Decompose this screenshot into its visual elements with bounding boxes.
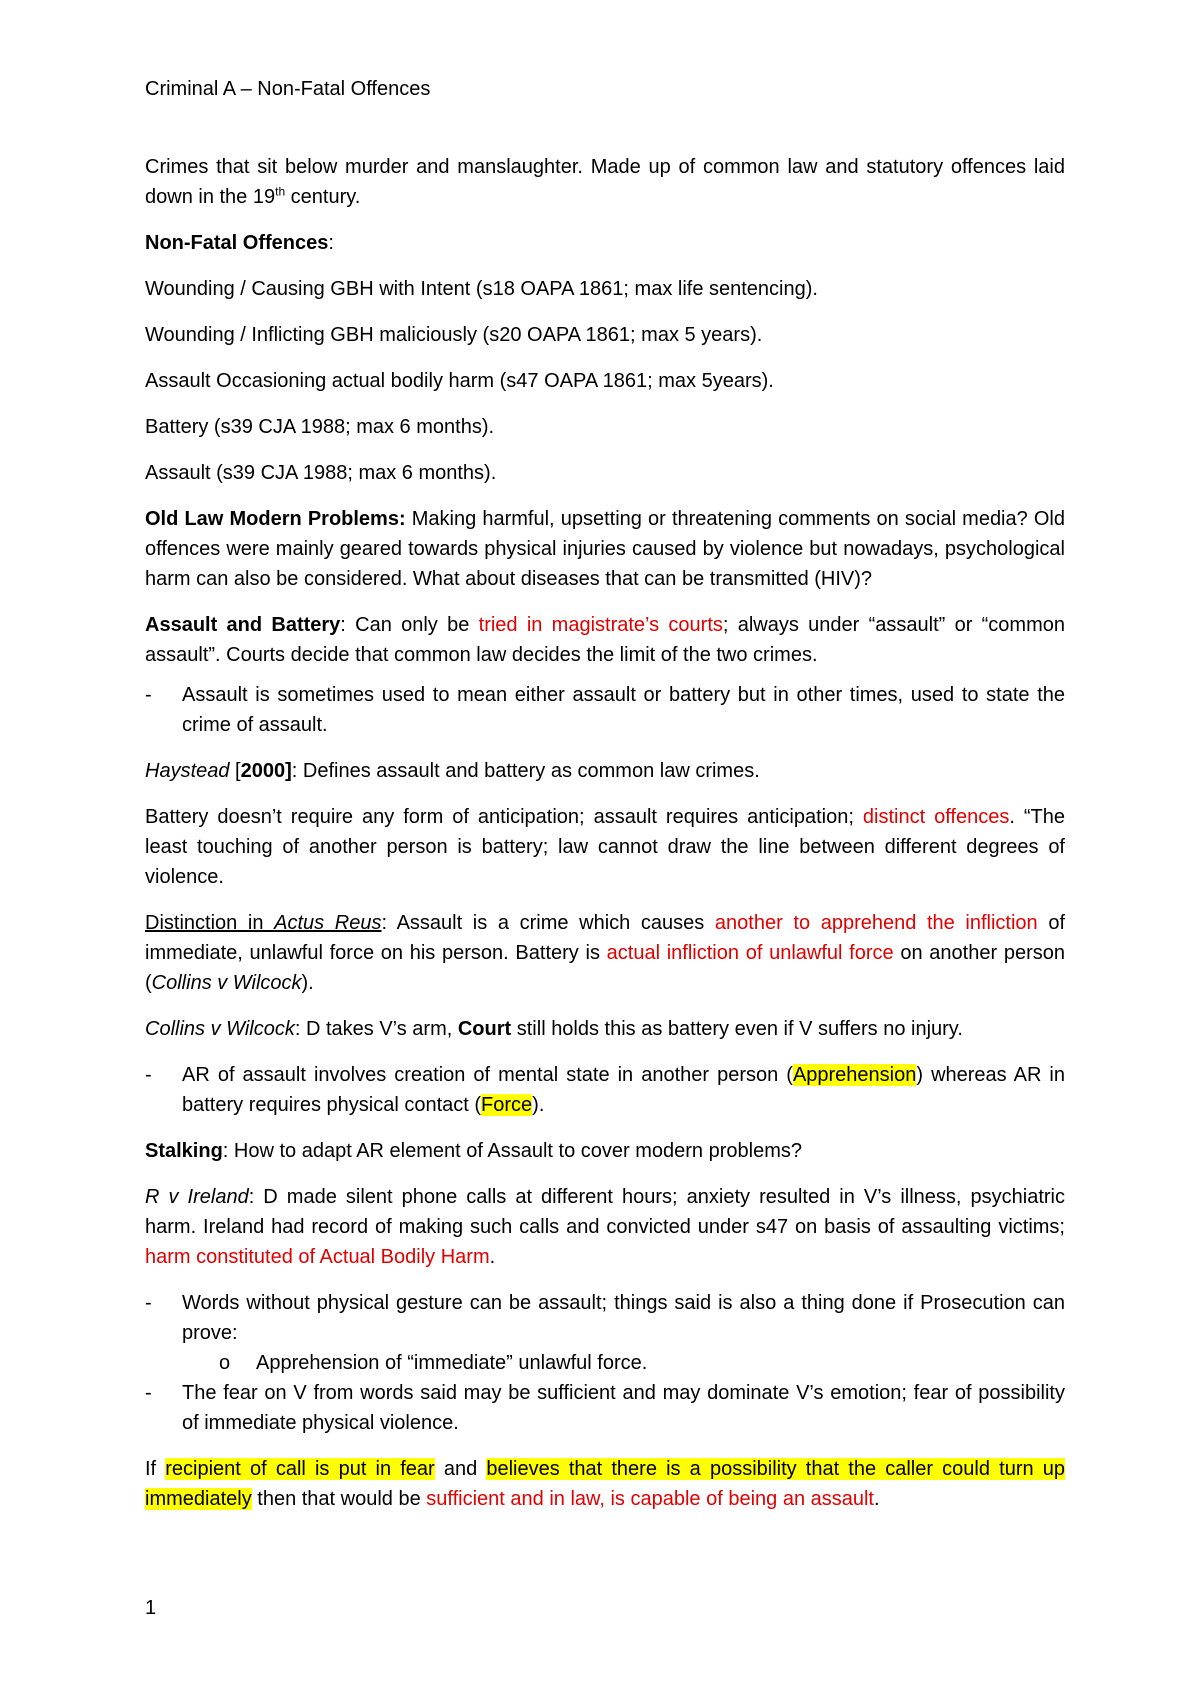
distinction-text: on another person ( [145, 942, 1065, 994]
ireland-bullet-text: Words without physical gesture can be assault; things said is also a thing done if Prosecution can prove: [182, 1292, 1065, 1344]
haystead-text: Defines assault and battery as common law crimes. [297, 760, 760, 782]
conclusion-text: then that would be [251, 1488, 427, 1510]
distinction-colon: : [381, 912, 388, 934]
haystead-year: 2000] [240, 760, 292, 782]
collins-bullet-text: AR of assault involves creation of mental state in another person ( [182, 1064, 793, 1086]
collins-bullet-text: ) whereas AR in battery requires physical contact ( [182, 1064, 1065, 1116]
old-law-heading: Old Law Modern Problems: [145, 508, 406, 530]
distinction-red-text: actual infliction of unlawful force [606, 942, 894, 964]
offence-item: Assault (s39 CJA 1988; max 6 months). [145, 462, 497, 484]
haystead-year-open: [ [229, 760, 241, 782]
conclusion-text: and [434, 1458, 487, 1480]
intro-text-end: century. [285, 186, 361, 208]
conclusion-text: If [145, 1458, 166, 1480]
assault-battery-text-end: ; always under “assault” or “common assault”. Courts decide that common law decides the limit of the two crimes. [145, 614, 1065, 666]
collins-text-end: still holds this as battery even if V suffers no injury. [511, 1018, 963, 1040]
ireland-red-text: harm constituted of Actual Bodily Harm [145, 1246, 490, 1268]
offence-item: Wounding / Inflicting GBH maliciously (s20 OAPA 1861; max 5 years). [145, 324, 763, 346]
assault-battery-heading: Assault and Battery [145, 614, 341, 636]
sub-list-item: o Apprehension of “immediate” unlawful force. [219, 1348, 1065, 1378]
distinction-paragraph [145, 908, 1065, 998]
collins-highlight: Apprehension [792, 1064, 917, 1086]
ireland-paragraph [145, 1182, 1065, 1272]
haystead-colon: : [291, 760, 298, 782]
ireland-list [145, 1288, 1065, 1438]
distinction-label: Distinction in [145, 912, 275, 934]
battery-red-text: distinct offences [862, 806, 1010, 828]
old-law-text: Making harmful, upsetting or threatening comments on social media? Old offences were mainly geared towards physical injuries caused by violence but nowadays, psychological harm can also be considered. What about diseases that can be transmitted (HIV)? [145, 508, 1065, 590]
offence-item: Wounding / Causing GBH with Intent (s18 OAPA 1861; max life sentencing). [145, 278, 818, 300]
conclusion-red-text: sufficient and in law, is capable of being an assault [426, 1488, 874, 1510]
list-item: - Assault is sometimes used to mean either assault or battery but in other times, used to state the crime of assault. [145, 680, 1065, 740]
collins-text: : D takes V’s arm, [294, 1018, 458, 1040]
distinction-red-text: another to apprehend the infliction [714, 912, 1038, 934]
ireland-text-end: . [489, 1246, 496, 1268]
assault-battery-red-text: tried in magistrate’s courts [478, 614, 723, 636]
stalking-heading: Stalking [145, 1140, 223, 1162]
offences-heading-colon: : [328, 232, 334, 254]
collins-list [145, 1060, 1065, 1120]
assault-battery-colon: : [340, 614, 356, 636]
collins-paragraph [145, 1014, 1065, 1044]
haystead-case: Haystead [145, 760, 230, 782]
offences-heading-text: Non-Fatal Offences [145, 232, 329, 254]
ireland-text: : D made silent phone calls at different hours; anxiety resulted in V’s illness, psychiatric harm. Ireland had record of making such calls and convicted under s47 on basis of assaulting victims; [145, 1186, 1066, 1238]
list-item: - The fear on V from words said may be sufficient and may dominate V’s emotion; fear of possibility of immediate physical violence. [145, 1378, 1065, 1438]
assault-battery-text: Can only be [355, 614, 479, 636]
battery-paragraph [145, 802, 1065, 892]
intro-superscript: th [275, 184, 286, 199]
old-law-paragraph [145, 504, 1065, 594]
collins-bold: Court [457, 1018, 512, 1040]
ireland-sub-list [182, 1348, 1065, 1378]
intro-paragraph [145, 152, 1065, 212]
stalking-paragraph [145, 1136, 1065, 1166]
distinction-label-italic: Actus Reus [274, 912, 382, 934]
collins-case: Collins v Wilcock [145, 1018, 295, 1040]
list-item [145, 1288, 1065, 1378]
list-item [145, 1060, 1065, 1120]
collins-bullet-text: ). [532, 1094, 545, 1116]
stalking-text: How to adapt AR element of Assault to cover modern problems? [228, 1140, 802, 1162]
assault-battery-list [145, 680, 1065, 740]
distinction-text-end: ). [301, 972, 314, 994]
collins-highlight: Force [481, 1094, 533, 1116]
page-number: 1 [145, 1597, 157, 1619]
page-header: Criminal A – Non-Fatal Offences [145, 78, 431, 100]
battery-text-end: . “The least touching of another person is battery; law cannot draw the line between different degrees of violence. [145, 806, 1065, 888]
ireland-case: R v Ireland [145, 1186, 249, 1208]
conclusion-highlight: believes that there is a possibility that the caller could turn up immediately [145, 1458, 1065, 1510]
haystead-paragraph [145, 756, 1065, 786]
distinction-text: of immediate, unlawful force on his person. Battery is [145, 912, 1066, 964]
offences-heading [145, 228, 1065, 258]
conclusion-highlight: recipient of call is put in fear [165, 1458, 435, 1480]
intro-text: Crimes that sit below murder and manslaughter. Made up of common law and statutory offences laid down in the 19 [145, 156, 1065, 208]
distinction-case: Collins v Wilcock [151, 972, 302, 994]
conclusion-text-end: . [874, 1488, 880, 1510]
offence-item: Battery (s39 CJA 1988; max 6 months). [145, 416, 495, 438]
conclusion-paragraph [145, 1454, 1065, 1514]
distinction-text: Assault is a crime which causes [387, 912, 715, 934]
battery-text: Battery doesn’t require any form of anticipation; assault requires anticipation; [145, 806, 863, 828]
offence-item: Assault Occasioning actual bodily harm (s47 OAPA 1861; max 5years). [145, 370, 774, 392]
stalking-colon: : [222, 1140, 229, 1162]
assault-battery-paragraph [145, 610, 1065, 670]
